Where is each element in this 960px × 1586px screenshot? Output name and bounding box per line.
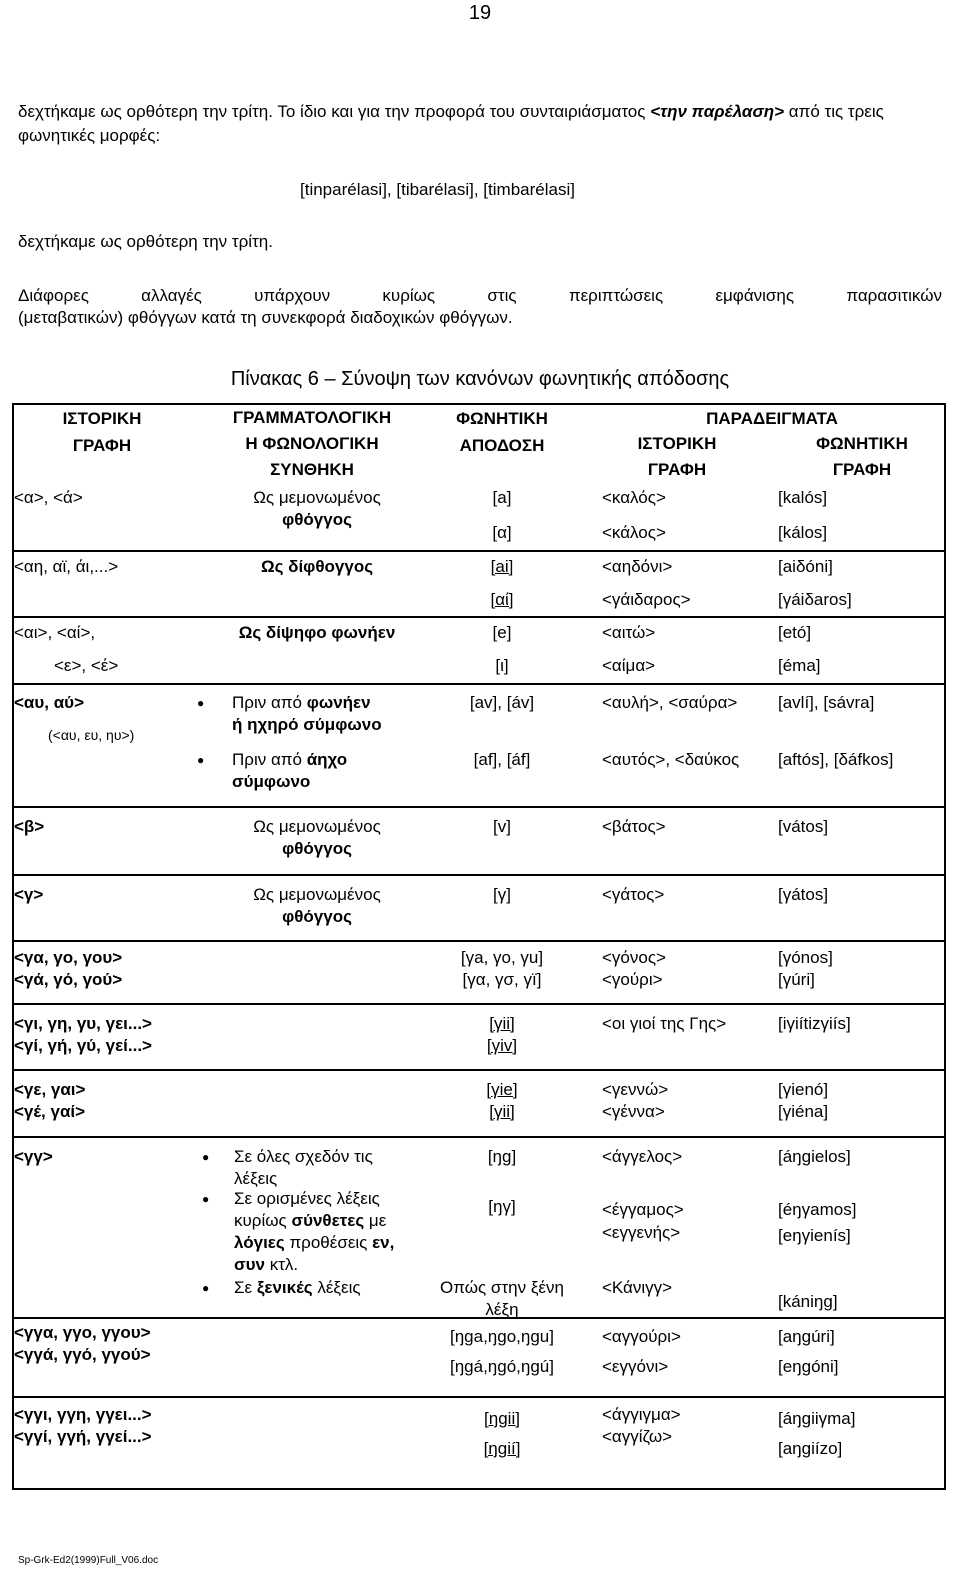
r3-example-hist-1: <αιτώ> bbox=[602, 623, 656, 642]
r11-phonetic-line1: [ŋga,ŋgo,ŋgu] bbox=[450, 1327, 554, 1346]
table-caption: Πίνακας 6 – Σύνοψη των κανόνων φωνητικής απόδοσης bbox=[230, 368, 730, 390]
row-divider bbox=[12, 1003, 946, 1005]
phonetic-forms: [tinparélasi], [tibarélasi], [timbarélasi] bbox=[300, 180, 575, 199]
r12-example-phon-line2: [aŋgiízo] bbox=[778, 1439, 843, 1458]
r6-example-phon: [γátos] bbox=[778, 885, 829, 904]
paragraph-changes-line1: Διάφορες αλλαγές υπάρχουν κυρίως στις περιπτώσεις εμφάνισης παρασιτικών bbox=[18, 286, 942, 305]
header-examples: ΠΑΡΑΔΕΙΓΜΑΤΑ bbox=[706, 409, 838, 428]
r7-example-hist-line1: <γόνος> bbox=[602, 948, 666, 967]
r11-historical-line2: <γγά, γγό, γγού> bbox=[14, 1345, 151, 1364]
header-col1-line2: ΓΡΑΦΗ bbox=[72, 436, 132, 455]
bullet-icon: ● bbox=[202, 1281, 210, 1295]
r11-example-hist-line2: <εγγόνι> bbox=[602, 1357, 669, 1376]
r5-condition-line1: Ως μεμονωμένος bbox=[253, 817, 381, 836]
row-divider bbox=[12, 1136, 946, 1138]
r9-example-hist-line2: <γέννα> bbox=[602, 1102, 665, 1121]
r3-example-hist-2: <αίμα> bbox=[602, 656, 656, 675]
r12-example-hist bbox=[602, 1404, 681, 1448]
r4-example-hist-1: <αυλή>, <σαύρα> bbox=[602, 693, 738, 712]
r4-example-phon-2: [aftós], [δáfkos] bbox=[778, 750, 894, 769]
r10-historical: <γγ> bbox=[14, 1147, 53, 1166]
row-divider bbox=[12, 1069, 946, 1071]
r7-phonetic-line1: [γa, γo, γu] bbox=[460, 948, 544, 967]
r2-condition: Ως δίφθογγος bbox=[260, 557, 374, 576]
r10-example-hist-4: <Κάνιγγ> bbox=[602, 1278, 673, 1297]
r4-phonetic-1: [av], [áv] bbox=[469, 693, 535, 712]
row-divider bbox=[12, 1396, 946, 1398]
r7-historical-line2: <γά, γό, γού> bbox=[14, 970, 123, 989]
r10-example-phon-4: [kániŋg] bbox=[778, 1292, 838, 1311]
r2-phonetic-1 bbox=[442, 556, 562, 578]
bullet-icon: ● bbox=[202, 1150, 210, 1164]
r4-condition-1-line1 bbox=[232, 692, 382, 714]
r7-example-hist bbox=[602, 947, 666, 991]
r2-example-phon-1: [aiδóni] bbox=[778, 557, 833, 576]
r9-example-hist bbox=[602, 1079, 668, 1123]
r2-example-phon-2: [γáiδaros] bbox=[778, 590, 852, 609]
intro-emphasis: <την παρέλαση> bbox=[650, 102, 785, 121]
r3-example-phon-1: [etó] bbox=[778, 623, 812, 642]
page-number: 19 bbox=[468, 2, 492, 24]
r1-example-phon-2: [kálos] bbox=[778, 523, 828, 542]
r8-example-hist: <οι γιοί της Γης> bbox=[602, 1014, 727, 1033]
r10-example-hist-1: <άγγελος> bbox=[602, 1147, 683, 1166]
r8-historical-line1: <γι, γη, γυ, γει...> bbox=[14, 1014, 152, 1033]
r7-example-phon bbox=[778, 947, 833, 991]
r4-condition-2-text: Πριν από bbox=[232, 750, 307, 769]
r10-condition-3-text: Σε bbox=[234, 1278, 257, 1297]
r8-historical-line2: <γί, γή, γύ, γεί...> bbox=[14, 1036, 152, 1055]
row-divider bbox=[12, 550, 946, 552]
header-col2-line2: Η ΦΩΝΟΛΟΓΙΚΗ bbox=[245, 434, 379, 453]
r8-historical bbox=[14, 1013, 152, 1057]
header-col3-line1: ΦΩΝΗΤΙΚΗ bbox=[456, 409, 548, 428]
r11-example-phon-line1: [aŋgúri] bbox=[778, 1327, 835, 1346]
r10-phonetic-3-line2: λέξη bbox=[485, 1300, 519, 1319]
r9-example-phon-line2: [γiéna] bbox=[778, 1102, 829, 1121]
r3-phonetic-2: [ι] bbox=[495, 656, 509, 675]
r4-condition-2-line1 bbox=[232, 749, 347, 771]
paragraph-intro bbox=[18, 100, 942, 148]
r9-example-hist-line1: <γεννώ> bbox=[602, 1080, 669, 1099]
r10-condition-2-line1: Σε ορισμένες λέξεις bbox=[234, 1189, 380, 1208]
r11-example-hist bbox=[602, 1322, 681, 1382]
r11-historical-line1: <γγα, γγο, γγου> bbox=[14, 1323, 151, 1342]
r10-example-phon-1: [áŋgielos] bbox=[778, 1147, 851, 1166]
r10-condition-2-line4 bbox=[234, 1254, 394, 1276]
r7-phonetic bbox=[442, 947, 562, 991]
r4-historical-1: <αυ, αύ> bbox=[14, 693, 84, 712]
r12-phonetic bbox=[442, 1404, 562, 1464]
r3-condition: Ως δίψηφο φωνήεν bbox=[238, 623, 396, 642]
table-border-bottom bbox=[12, 1488, 946, 1490]
r1-example-hist-2: <κάλος> bbox=[602, 523, 666, 542]
r7-example-phon-line1: [γónos] bbox=[778, 948, 833, 967]
r10-condition-2-line2 bbox=[234, 1210, 394, 1232]
r2-phonetic-1-text: [ai] bbox=[490, 557, 514, 576]
r2-example-hist-2: <γάιδαρος> bbox=[602, 590, 691, 609]
r10-example-phon-3: [eŋγienís] bbox=[778, 1226, 851, 1245]
r12-phonetic-line2: [ŋgií] bbox=[483, 1439, 521, 1458]
r12-historical-line2: <γγί, γγή, γγεί...> bbox=[14, 1427, 152, 1446]
r7-historical-line1: <γα, γο, γου> bbox=[14, 948, 123, 967]
header-ex2-line2: ΓΡΑΦΗ bbox=[832, 460, 892, 479]
r12-example-phon-line1: [áŋgiiγma] bbox=[778, 1409, 856, 1428]
header-examples-phonetic bbox=[782, 431, 942, 483]
r3-historical-1: <αι>, <αί>, bbox=[14, 623, 96, 642]
r6-condition-line1: Ως μεμονωμένος bbox=[253, 885, 381, 904]
r4-example-hist-2: <αυτός>, <δαύκος bbox=[602, 750, 740, 769]
r10-condition-3-text: λέξεις bbox=[312, 1278, 361, 1297]
r5-phonetic: [v] bbox=[493, 817, 511, 836]
r5-condition-line2: φθόγγος bbox=[282, 839, 352, 858]
r10-condition-1-line1: Σε όλες σχεδόν τις bbox=[234, 1147, 373, 1166]
r1-condition-line1: Ως μεμονωμένος bbox=[253, 488, 381, 507]
r5-example-phon: [vátos] bbox=[778, 817, 829, 836]
r1-condition-line2: φθόγγος bbox=[282, 510, 352, 529]
r12-historical bbox=[14, 1404, 152, 1448]
r10-phonetic-2: [ŋγ] bbox=[488, 1197, 516, 1216]
r4-condition-1-bold: φωνήεν bbox=[306, 693, 371, 712]
header-col2-line3: ΣΥΝΘΗΚΗ bbox=[270, 460, 354, 479]
r9-phonetic bbox=[442, 1079, 562, 1123]
footer-filename: Sp-Grk-Ed2(1999)Full_V06.doc bbox=[18, 1555, 159, 1566]
r11-phonetic bbox=[442, 1322, 562, 1382]
r12-example-phon bbox=[778, 1404, 855, 1464]
row-divider bbox=[12, 1317, 946, 1319]
r9-example-phon-line1: [γienó] bbox=[778, 1080, 829, 1099]
r10-condition-2-text: κυρίως bbox=[234, 1211, 292, 1230]
r6-historical: <γ> bbox=[14, 885, 44, 904]
r6-condition-line2: φθόγγος bbox=[282, 907, 352, 926]
r10-condition-1 bbox=[234, 1146, 373, 1190]
r8-phonetic-line1: [γii] bbox=[489, 1014, 515, 1033]
r10-condition-3-bold: ξενικές bbox=[256, 1278, 313, 1297]
r1-example-phon-1: [kalós] bbox=[778, 488, 828, 507]
r1-historical: <α>, <ά> bbox=[14, 488, 83, 507]
table-border-right bbox=[944, 403, 946, 1490]
r6-phonetic: [γ] bbox=[493, 885, 511, 904]
rules-table bbox=[12, 403, 946, 1490]
bullet-icon: ● bbox=[202, 1192, 210, 1206]
r4-historical-2: (<αυ, ευ, ηυ>) bbox=[48, 727, 135, 743]
r11-example-hist-line1: <αγγούρι> bbox=[602, 1327, 681, 1346]
r3-historical-2: <ε>, <έ> bbox=[54, 656, 119, 675]
r10-example-phon-2: [éŋγamos] bbox=[778, 1200, 857, 1219]
r10-condition-1-line2: λέξεις bbox=[234, 1169, 278, 1188]
r9-historical bbox=[14, 1079, 85, 1123]
r4-condition-2 bbox=[232, 749, 347, 793]
r2-phonetic-2 bbox=[442, 589, 562, 611]
intro-text-end: από τις τρεις φωνητικές μορφές: bbox=[18, 102, 884, 145]
r4-condition-1-line2: ή ηχηρό σύμφωνο bbox=[232, 715, 382, 734]
r1-condition bbox=[202, 487, 432, 531]
header-col2-line1: ΓΡΑΜΜΑΤΟΛΟΓΙΚΗ bbox=[232, 408, 392, 427]
r10-phonetic-3 bbox=[422, 1277, 582, 1321]
header-col3-line2: ΑΠΟΔΟΣΗ bbox=[459, 436, 545, 455]
bullet-icon: ● bbox=[197, 696, 205, 710]
r10-condition-2-bold: λόγιες bbox=[234, 1233, 285, 1252]
r5-example-hist: <βάτος> bbox=[602, 817, 666, 836]
r2-phonetic-2-text: [αί] bbox=[490, 590, 514, 609]
r7-example-hist-line2: <γούρι> bbox=[602, 970, 663, 989]
r2-historical: <αη, αϊ, άι,...> bbox=[14, 557, 119, 576]
r11-phonetic-line2: [ŋgá,ŋgó,ŋgú] bbox=[450, 1357, 554, 1376]
bullet-icon: ● bbox=[197, 753, 205, 767]
r4-example-phon-1: [avlí], [sávra] bbox=[778, 693, 875, 712]
r8-example-phon: [iγiítizγiís] bbox=[778, 1014, 851, 1033]
r10-condition-2-bold: συν bbox=[234, 1255, 265, 1274]
r9-example-phon bbox=[778, 1079, 828, 1123]
r10-example-hist-3: <εγγενής> bbox=[602, 1223, 681, 1242]
paragraph-changes-line2: (μεταβατικών) φθόγγων κατά τη συνεκφορά διαδοχικών φθόγγων. bbox=[18, 308, 513, 327]
header-ex2-line1: ΦΩΝΗΤΙΚΗ bbox=[816, 434, 908, 453]
r9-phonetic-line2: [γii] bbox=[489, 1102, 515, 1121]
r3-phonetic-1: [e] bbox=[492, 623, 512, 642]
row-divider bbox=[12, 683, 946, 685]
r10-condition-2-text: κτλ. bbox=[264, 1255, 299, 1274]
r10-example-hist-2: <έγγαμος> bbox=[602, 1200, 684, 1219]
r1-phonetic-1: [a] bbox=[492, 488, 512, 507]
r1-example-hist-1: <καλός> bbox=[602, 488, 666, 507]
r9-phonetic-line1: [γie] bbox=[486, 1080, 518, 1099]
r12-phonetic-line1: [ŋgii] bbox=[484, 1409, 520, 1428]
r10-condition-2-line3 bbox=[234, 1232, 394, 1254]
r10-condition-2-bold: εν, bbox=[372, 1233, 395, 1252]
r4-phonetic-2: [af], [áf] bbox=[473, 750, 531, 769]
header-col1-line1: ΙΣΤΟΡΙΚΗ bbox=[62, 409, 142, 428]
header-ex1-line2: ΓΡΑΦΗ bbox=[647, 460, 707, 479]
r4-condition-1-text: Πριν από bbox=[232, 693, 307, 712]
r3-example-phon-2: [éma] bbox=[778, 656, 821, 675]
header-phonetic-rendering bbox=[422, 405, 582, 459]
row-divider bbox=[12, 940, 946, 942]
r10-phonetic-1: [ŋg] bbox=[487, 1147, 517, 1166]
r12-historical-line1: <γγι, γγη, γγει...> bbox=[14, 1405, 152, 1424]
row-divider bbox=[12, 874, 946, 876]
header-examples-historical bbox=[597, 431, 757, 483]
r9-historical-line2: <γέ, γαί> bbox=[14, 1102, 86, 1121]
r5-condition bbox=[202, 816, 432, 860]
header-condition bbox=[182, 405, 442, 483]
r10-condition-2 bbox=[234, 1188, 394, 1276]
r4-condition-2-bold: άηχο bbox=[306, 750, 348, 769]
r12-example-hist-line2: <αγγίζω> bbox=[602, 1427, 673, 1446]
paragraph-conclusion: δεχτήκαμε ως ορθότερη την τρίτη. bbox=[18, 232, 273, 251]
header-ex1-line1: ΙΣΤΟΡΙΚΗ bbox=[637, 434, 717, 453]
r7-example-phon-line2: [γúri] bbox=[778, 970, 815, 989]
r7-phonetic-line2: [γα, γσ, γï] bbox=[462, 970, 542, 989]
r12-example-hist-line1: <άγγιγμα> bbox=[602, 1405, 681, 1424]
r6-example-hist: <γάτος> bbox=[602, 885, 665, 904]
r11-example-phon bbox=[778, 1322, 839, 1382]
r10-condition-2-text: προθέσεις bbox=[284, 1233, 373, 1252]
r8-phonetic bbox=[442, 1013, 562, 1057]
r8-phonetic-line2: [γiv] bbox=[486, 1036, 518, 1055]
r11-historical bbox=[14, 1322, 151, 1366]
r4-condition-1 bbox=[232, 692, 382, 736]
r2-example-hist-1: <αηδόνι> bbox=[602, 557, 673, 576]
row-divider bbox=[12, 616, 946, 618]
row-divider bbox=[12, 806, 946, 808]
r4-condition-2-line2: σύμφωνο bbox=[232, 772, 311, 791]
r5-historical: <β> bbox=[14, 817, 45, 836]
r10-condition-2-text: με bbox=[364, 1211, 387, 1230]
r10-condition-3 bbox=[234, 1277, 361, 1299]
r1-phonetic-2: [α] bbox=[492, 523, 512, 542]
header-historical-spelling bbox=[22, 405, 182, 459]
r10-phonetic-3-line1: Οπώς στην ξένη bbox=[440, 1278, 564, 1297]
intro-text-start: δεχτήκαμε ως ορθότερη την τρίτη. Το ίδιο και για την προφορά του συνταιριάσματος bbox=[18, 102, 651, 121]
r9-historical-line1: <γε, γαι> bbox=[14, 1080, 86, 1099]
r7-historical bbox=[14, 947, 122, 991]
r6-condition bbox=[202, 884, 432, 928]
r10-condition-2-bold: σύνθετες bbox=[291, 1211, 365, 1230]
r11-example-phon-line2: [eŋgóni] bbox=[778, 1357, 839, 1376]
